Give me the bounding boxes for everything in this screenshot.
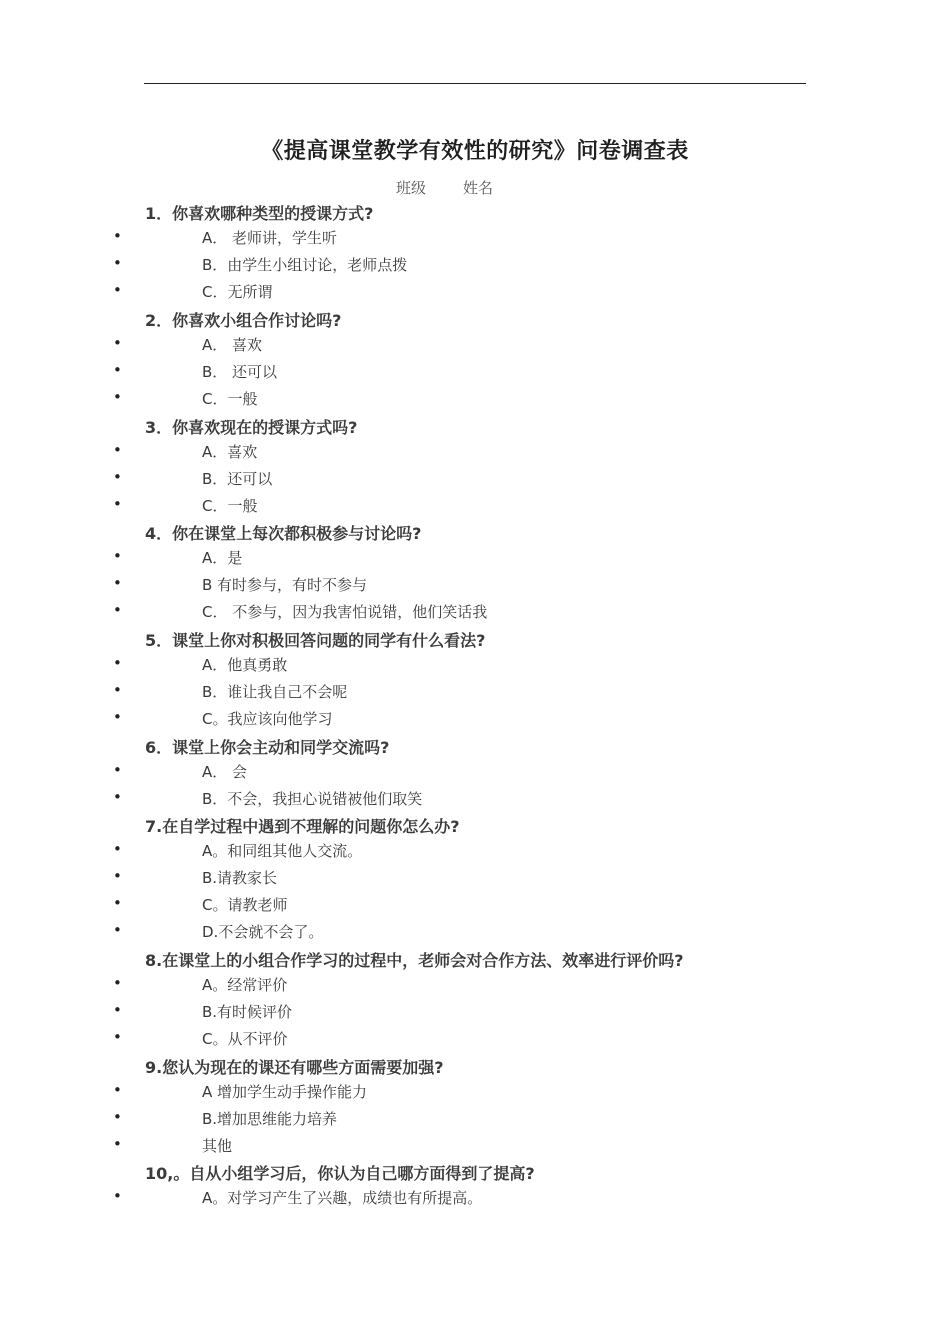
question-7-label: 7.在自学过程中遇到不理解的问题你怎么办? <box>145 817 460 836</box>
question-1-option-1 <box>0 227 950 249</box>
option-text: C。我应该向他学习 <box>202 710 333 728</box>
bullet-icon: • <box>113 388 122 406</box>
question-6-option-2 <box>0 788 950 810</box>
option-text: B．不会，我担心说错被他们取笑 <box>202 790 423 808</box>
header-rule <box>144 83 806 84</box>
bullet-icon: • <box>113 840 122 858</box>
question-4-option-2 <box>0 574 950 596</box>
bullet-icon: • <box>113 1028 122 1046</box>
bullet-icon: • <box>113 1108 122 1126</box>
bullet-icon: • <box>113 361 122 379</box>
option-text: C．一般 <box>202 497 258 515</box>
question-6-label: 6．课堂上你会主动和同学交流吗? <box>145 738 390 757</box>
question-9-option-2 <box>0 1108 950 1130</box>
bullet-icon: • <box>113 894 122 912</box>
bullet-icon: • <box>113 974 122 992</box>
option-text: D.不会就不会了。 <box>202 923 324 941</box>
option-text: C． 不参与，因为我害怕说错，他们笑话我 <box>202 603 488 621</box>
option-text: C。请教老师 <box>202 896 288 914</box>
bullet-icon: • <box>113 281 122 299</box>
bullet-icon: • <box>113 1135 122 1153</box>
option-text: C。从不评价 <box>202 1030 288 1048</box>
option-text: A． 喜欢 <box>202 336 263 354</box>
question-7-option-1 <box>0 840 950 862</box>
question-9-label: 9.您认为现在的课还有哪些方面需要加强? <box>145 1058 444 1077</box>
question-9-option-3 <box>0 1135 950 1157</box>
option-text: A 增加学生动手操作能力 <box>202 1083 368 1101</box>
option-text: A． 老师讲，学生听 <box>202 229 338 247</box>
bullet-icon: • <box>113 1081 122 1099</box>
bullet-icon: • <box>113 708 122 726</box>
bullet-icon: • <box>113 227 122 245</box>
option-text: A．喜欢 <box>202 443 258 461</box>
question-7-option-4 <box>0 921 950 943</box>
question-2-option-2 <box>0 361 950 383</box>
question-5-label: 5．课堂上你对积极回答问题的同学有什么看法? <box>145 631 486 650</box>
question-4-label: 4．你在课堂上每次都积极参与讨论吗? <box>145 524 422 543</box>
option-text: B.增加思维能力培养 <box>202 1110 338 1128</box>
bullet-icon: • <box>113 921 122 939</box>
question-1-option-2 <box>0 254 950 276</box>
question-1-option-3 <box>0 281 950 303</box>
bullet-icon: • <box>113 654 122 672</box>
option-text: A． 会 <box>202 763 248 781</box>
question-5-option-1 <box>0 654 950 676</box>
question-6-option-1 <box>0 761 950 783</box>
option-text: B.有时候评价 <box>202 1003 293 1021</box>
question-3-option-2 <box>0 468 950 490</box>
option-text: C．一般 <box>202 390 258 408</box>
question-3-option-3 <box>0 495 950 517</box>
question-10-label: 10,。自从小组学习后，你认为自己哪方面得到了提高? <box>145 1164 535 1183</box>
document-title: 《提高课堂教学有效性的研究》问卷调查表 <box>261 139 689 164</box>
bullet-icon: • <box>113 441 122 459</box>
question-2-option-1 <box>0 334 950 356</box>
option-text: A．他真勇敢 <box>202 656 288 674</box>
question-2-label: 2．你喜欢小组合作讨论吗? <box>145 311 342 330</box>
question-9-option-1 <box>0 1081 950 1103</box>
question-8-label: 8.在课堂上的小组合作学习的过程中，老师会对合作方法、效率进行评价吗? <box>145 951 684 970</box>
option-text: C．无所谓 <box>202 283 273 301</box>
bullet-icon: • <box>113 574 122 592</box>
option-text: A．是 <box>202 549 243 567</box>
bullet-icon: • <box>113 788 122 806</box>
bullet-icon: • <box>113 334 122 352</box>
question-2-option-3 <box>0 388 950 410</box>
question-4-option-1 <box>0 547 950 569</box>
class-field-label: 班级 <box>396 179 427 197</box>
bullet-icon: • <box>113 1001 122 1019</box>
option-text: B 有时参与，有时不参与 <box>202 576 368 594</box>
option-text: A。对学习产生了兴趣，成绩也有所提高。 <box>202 1189 483 1207</box>
question-10-option-1 <box>0 1187 950 1209</box>
bullet-icon: • <box>113 468 122 486</box>
option-text: 其他 <box>202 1137 233 1155</box>
bullet-icon: • <box>113 254 122 272</box>
question-3-option-1 <box>0 441 950 463</box>
option-text: B． 还可以 <box>202 363 278 381</box>
option-text: B．还可以 <box>202 470 273 488</box>
student-info-fields <box>0 177 950 199</box>
bullet-icon: • <box>113 547 122 565</box>
bullet-icon: • <box>113 601 122 619</box>
question-1-label: 1．你喜欢哪种类型的授课方式? <box>145 204 374 223</box>
option-text: B．谁让我自己不会呢 <box>202 683 348 701</box>
question-7-option-3 <box>0 894 950 916</box>
question-7-option-2 <box>0 867 950 889</box>
question-5-option-3 <box>0 708 950 730</box>
option-text: A。和同组其他人交流。 <box>202 842 363 860</box>
question-5-option-2 <box>0 681 950 703</box>
bullet-icon: • <box>113 495 122 513</box>
bullet-icon: • <box>113 761 122 779</box>
bullet-icon: • <box>113 681 122 699</box>
question-8-option-3 <box>0 1028 950 1050</box>
option-text: B.请教家长 <box>202 869 278 887</box>
bullet-icon: • <box>113 867 122 885</box>
question-8-option-2 <box>0 1001 950 1023</box>
question-8-option-1 <box>0 974 950 996</box>
question-3-label: 3．你喜欢现在的授课方式吗? <box>145 418 358 437</box>
bullet-icon: • <box>113 1187 122 1205</box>
option-text: B．由学生小组讨论，老师点拨 <box>202 256 408 274</box>
name-field-label: 姓名 <box>463 179 494 197</box>
question-4-option-3 <box>0 601 950 623</box>
option-text: A。经常评价 <box>202 976 288 994</box>
